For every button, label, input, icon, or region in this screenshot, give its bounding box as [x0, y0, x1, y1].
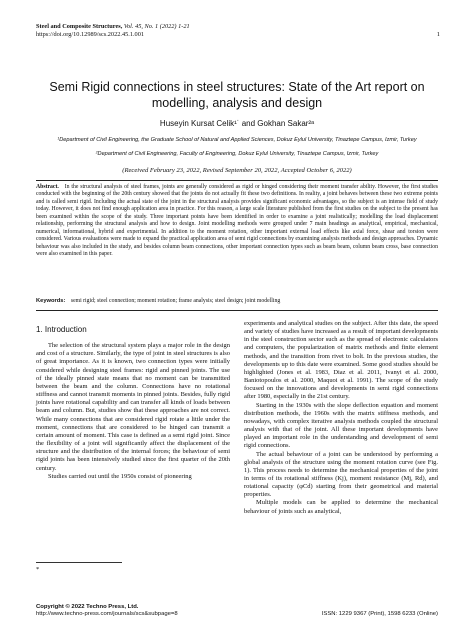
- copyright-block: [36, 604, 178, 618]
- page-number: 1: [436, 31, 440, 38]
- abstract-text: In the structural analysis of steel frames, joints are generally considered as rigid or hinged considering their moment transfer ability. However, the first studies conducted with the beginning of the 20th century showed that the joints do not actually fit these two definitions. In reality, a joint behaves between these two extreme points and is called semi rigid. Including the actual state of the joint in the structural analysis provides significant economic advantages, so the subject is an intense field of study today. However, it does not find enough application area in practice. For this reason, a large scale literature published from the first studies on the subject to the present has been examined within the scope of the study. Three important points have been identified in order to examine a joint realistically; modelling the load displacement relationship, performing the structural analysis and how to design. Joint modelling methods were grouped under 7 main headings as analytical, empirical, mechanical, numerical, informational, hybrid and experimental. In addition to the moment rotation, other important external load effects like axial force, shear and torsion were considered. Various evaluations were made to expand the practical application area of semi rigid connections by examining analysis methods and design approaches. Dynamic behaviour was also included in the study, and besides column beam connections, other important connection types such as beam beam, column beam cross, base connection were also examined in this paper.: [36, 184, 439, 258]
- doi-link[interactable]: https://doi.org/10.12989/scs.2022.45.1.001: [36, 30, 144, 38]
- journal-name: Steel and Composite Structures,: [36, 23, 123, 30]
- body-paragraph: The actual behaviour of a joint can be understood by performing a global analysis of the structure using the moment rotation curve (see Fig. 1). This process needs to determine the mechanical properties of the joint in terms of its rotational stiffness (Kj), moment resistance (Mj, Rd), and rotational capacity (φCd) starting from their geometrical and material properties.: [244, 450, 438, 499]
- keywords-block: [36, 298, 438, 304]
- footnote-rule: [36, 562, 122, 563]
- body-column-left: [36, 320, 230, 481]
- affiliation-2: ²Department of Civil Engineering, Faculty of Engineering, Dokuz Eylul University, Tinaztepe Campus, Izmir, Turkey: [95, 151, 379, 157]
- journal-volume: Vol. 45, No. 1 (2022) 1-21: [123, 23, 190, 30]
- copyright-text: Copyright © 2022 Techno Press, Ltd.: [36, 604, 139, 610]
- received-dates: (Received February 23, 2022, Revised September 20, 2022, Accepted October 6, 2022): [122, 167, 352, 174]
- footnote-marker: *: [36, 566, 40, 573]
- issn-text: ISSN: 1229 9367 (Print), 1598 6233 (Online): [321, 611, 438, 617]
- body-paragraph: experiments and analytical studies on the subject. After this date, the speed and variety of studies have increased as a result of important developments in the steel construction sector such as the spread of electronic calculators and computers, the popularization of matrix methods and finite element methods, and the transition from rivet to bolt. In the previous studies, the developments up to this date were examined. Some good studies should be highlighted (Jones et al. 1983, Diaz et al. 2011, Ivanyi et al. 2000, Baniotopoulos et al. 2000, Maquoi et al. 1991). The scope of the study focused on the innovations and developments in semi rigid connections after 1980, especially in the 21st century.: [244, 320, 438, 401]
- body-paragraph: The selection of the structural system plays a major role in the design and cost of a structure. Similarly, the type of joint in steel structures is also of great importance. As it is known, two connection types were initially considered while designing steel frames: rigid and pinned joints. The use of the ideally pinned state means that no moment can be transmitted between the beam and the column. Connections have no rotational stiffness and cannot transmit moments in pinned joints. Besides, fully rigid joints have rotational capability and can transfer all kinds of loads between beam and column. But, studies show that these approaches are not correct. While many connections that are considered rigid rotate a little under the moment, connections that are considered to be hinged can transmit a certain amount of moment. This case is defined as a semi rigid joint. Since the flexibility of a joint will significantly affect the displacement of the structure and the distribution of the internal forces; the behaviour of semi rigid joints has been intensively studied since the first quarter of the 20th century.: [36, 342, 230, 472]
- abstract-label: Abstract.: [36, 184, 59, 190]
- keywords-text: semi rigid; steel connection; moment rotation; frame analysis; steel design; joint modelling: [70, 298, 281, 304]
- journal-url-link[interactable]: http://www.techno-press.com/journals/scs&subpage=8: [36, 611, 178, 617]
- affiliation-1: ¹Department of Civil Engineering, the Graduate School of Natural and Applied Sciences, Dokuz Eylul University, Tinaztepe Campus, Izmir, Turkey: [57, 137, 417, 143]
- body-paragraph: Multiple models can be applied to determine the mechanical behaviour of joints such as analytical,: [244, 499, 438, 515]
- keywords-label: Keywords:: [36, 298, 66, 304]
- paper-authors: Huseyin Kursat Celik¹˙ and Gokhan Sakar²ᵃ: [159, 119, 315, 128]
- abstract-block: [36, 184, 438, 259]
- body-column-right: [244, 320, 438, 516]
- body-paragraph: Studies carried out until the 1950s consist of pioneering: [48, 472, 192, 480]
- paper-title: Semi Rigid connections in steel structures: State of the Art report on modelling, analysis and design: [49, 80, 425, 110]
- abstract-bottom-rule: [36, 310, 438, 311]
- journal-header: [36, 23, 356, 38]
- body-paragraph: Starting in the 1930s with the slope deflection equation and moment distribution methods, the 1960s with the matrix stiffness methods, and nowadays, with complex iterative analysis methods coupled the structural analysis with that of the joint. All these important developments have played an important role in the understanding and development of semi rigid connections.: [244, 401, 438, 450]
- abstract-top-rule: [36, 180, 438, 181]
- section-heading-introduction: 1. Introduction: [36, 325, 87, 334]
